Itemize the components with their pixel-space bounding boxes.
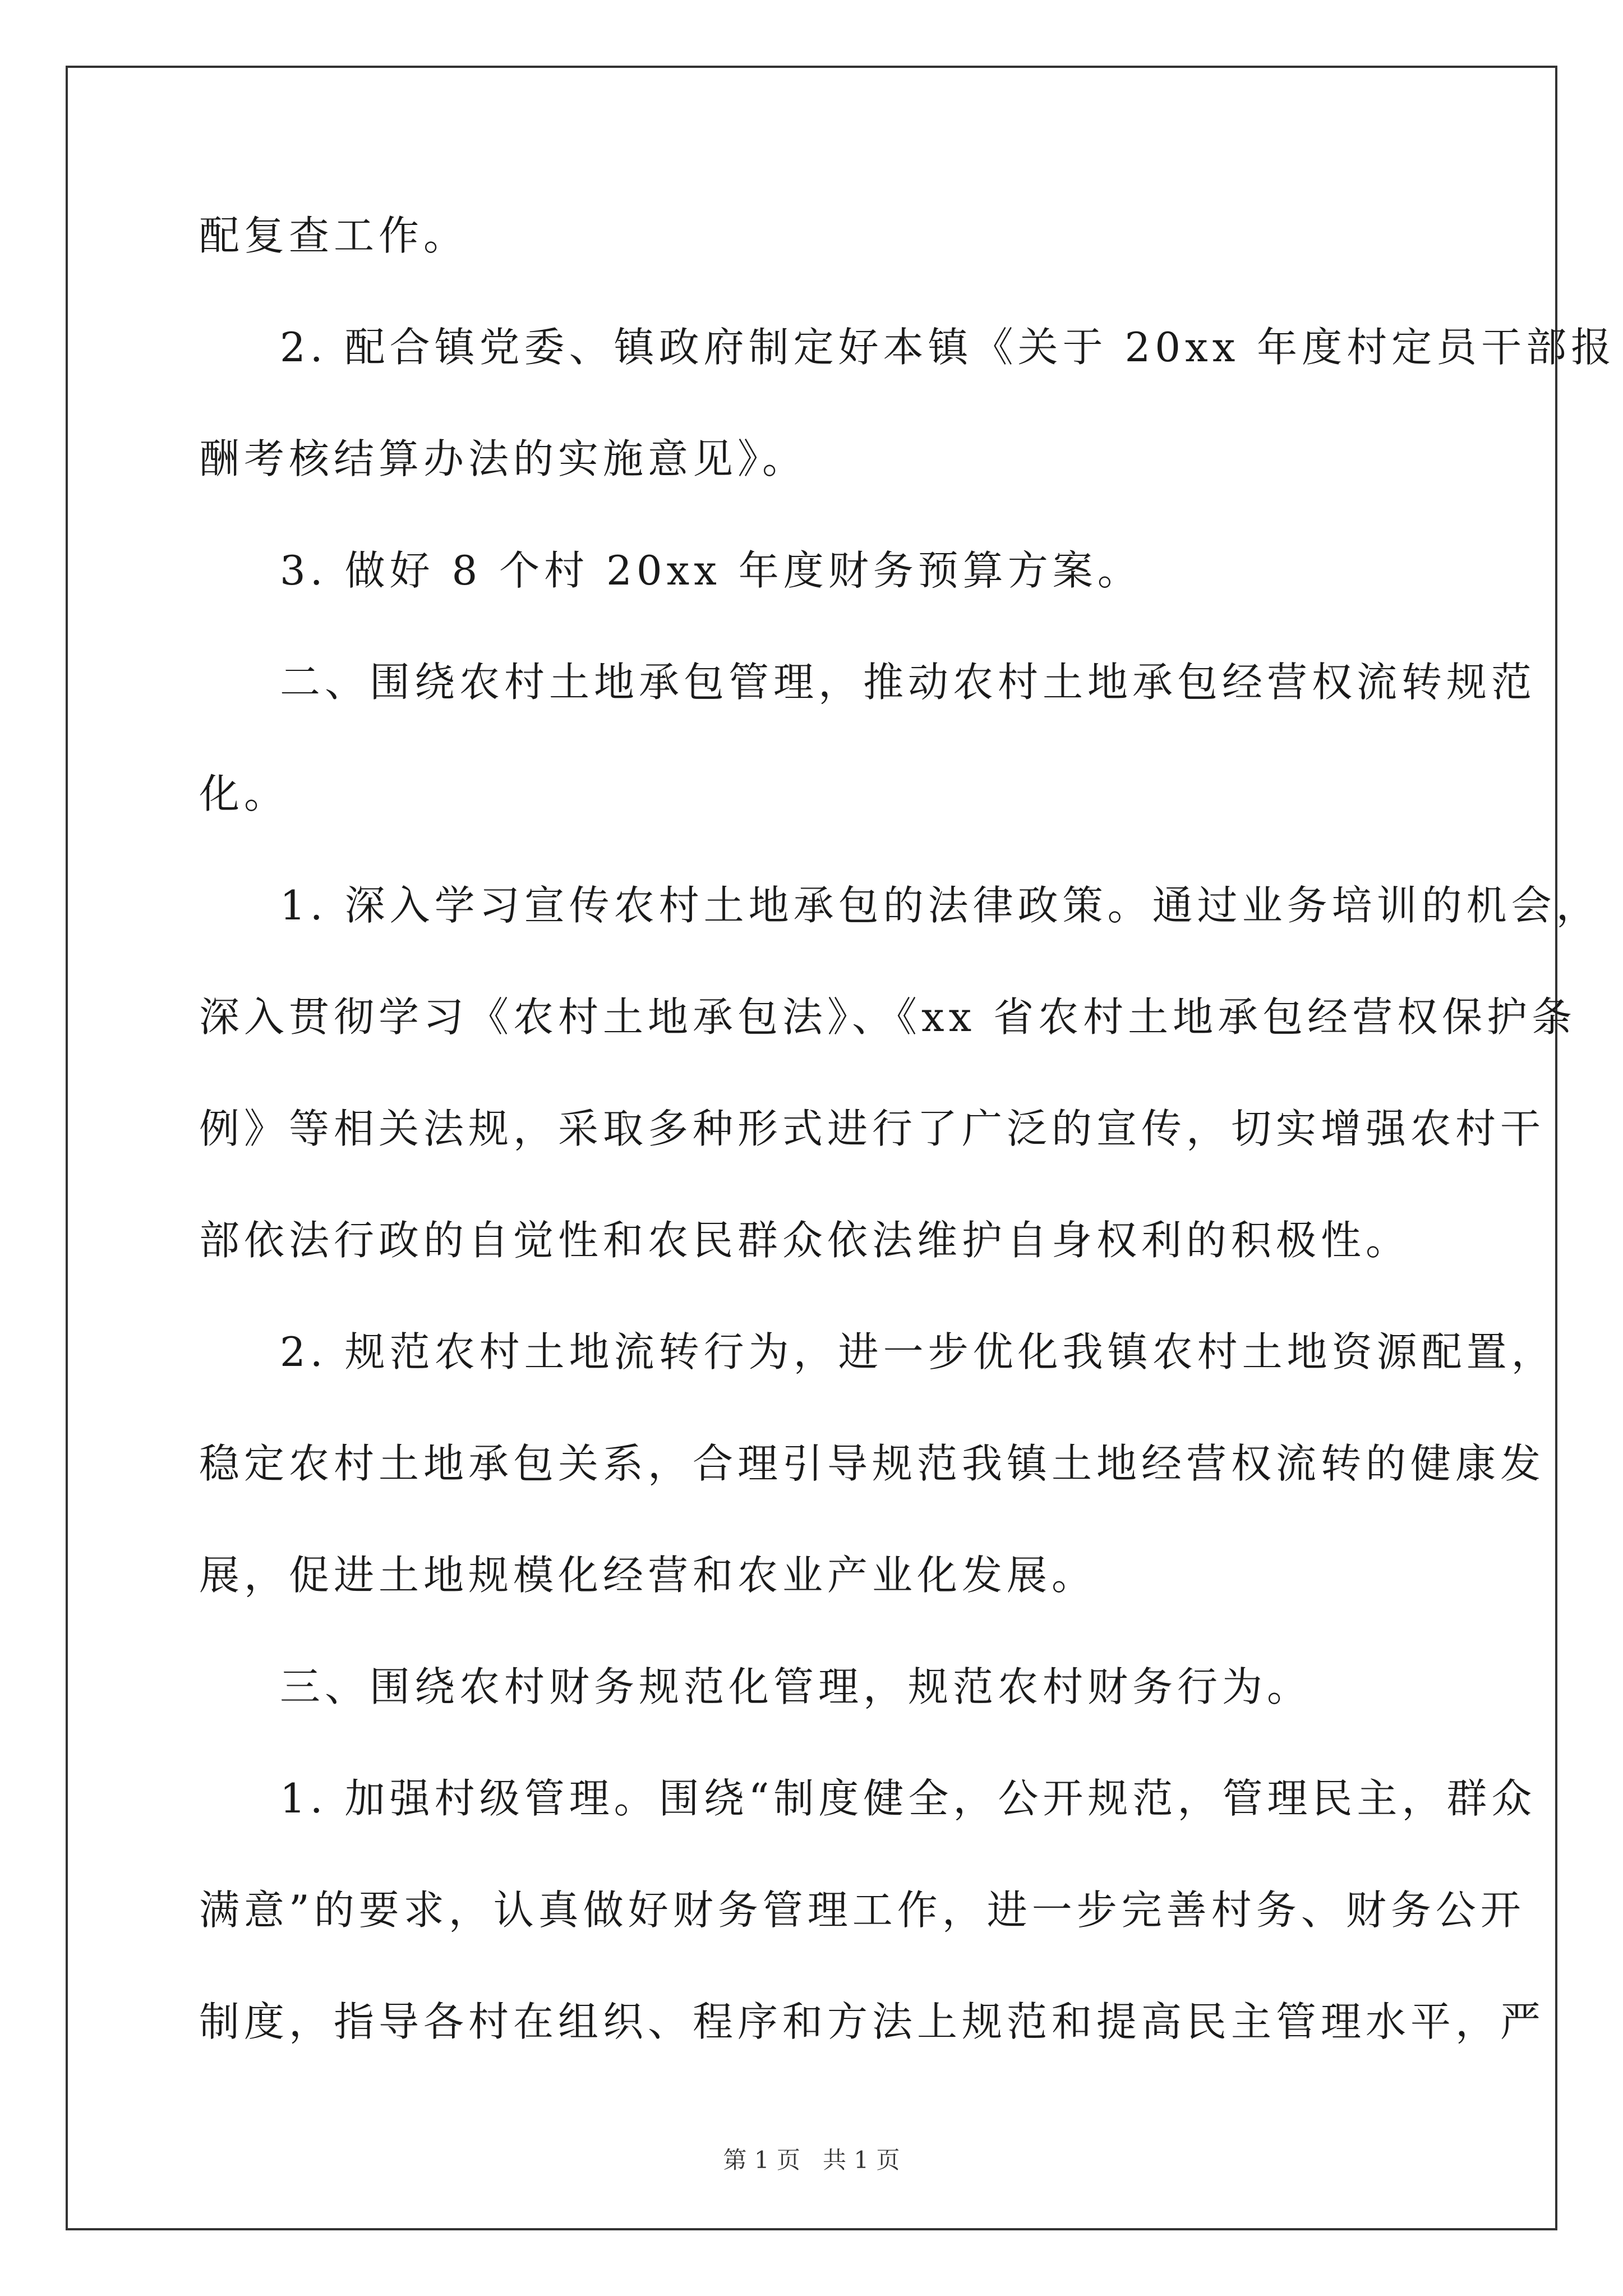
text-line: 3. 做好 8 个村 20xx 年度财务预算方案。 xyxy=(280,547,1142,594)
section-heading-line: 二、围绕农村土地承包管理，推动农村土地承包经营权流转规范 xyxy=(280,659,1537,706)
document-body xyxy=(199,199,1616,2097)
text-line: 配复查工作。 xyxy=(199,212,469,259)
page-number-footer: 第 1 页 共 1 页 xyxy=(723,2146,900,2174)
text-line: 部依法行政的自觉性和农民群众依法维护自身权利的积极性。 xyxy=(199,1217,1411,1264)
text-line: 稳定农村土地承包关系，合理引导规范我镇土地经营权流转的健康发 xyxy=(199,1440,1546,1487)
text-line: 制度，指导各村在组织、程序和方法上规范和提高民主管理水平，严 xyxy=(199,1998,1546,2045)
text-line: 满意”的要求，认真做好财务管理工作，进一步完善村务、财务公开 xyxy=(199,1887,1525,1934)
section-heading-line: 化。 xyxy=(199,770,289,817)
text-line: 2. 规范农村土地流转行为，进一步优化我镇农村土地资源配置， xyxy=(280,1328,1556,1375)
text-line: 2. 配合镇党委、镇政府制定好本镇《关于 20xx 年度村定员干部报 xyxy=(280,324,1616,371)
text-line: 酬考核结算办法的实施意见》。 xyxy=(199,435,808,482)
text-line: 例》等相关法规，采取多种形式进行了广泛的宣传，切实增强农村干 xyxy=(199,1105,1546,1152)
text-line: 1. 深入学习宣传农村土地承包的法律政策。通过业务培训的机会， xyxy=(280,882,1601,929)
text-line: 展，促进土地规模化经营和农业产业化发展。 xyxy=(199,1552,1097,1599)
text-line: 1. 加强村级管理。围绕“制度健全，公开规范，管理民主，群众 xyxy=(280,1775,1537,1822)
text-line: 深入贯彻学习《农村土地承包法》、《xx 省农村土地承包经营权保护条 xyxy=(199,993,1577,1041)
section-heading-line: 三、围绕农村财务规范化管理，规范农村财务行为。 xyxy=(280,1663,1312,1710)
